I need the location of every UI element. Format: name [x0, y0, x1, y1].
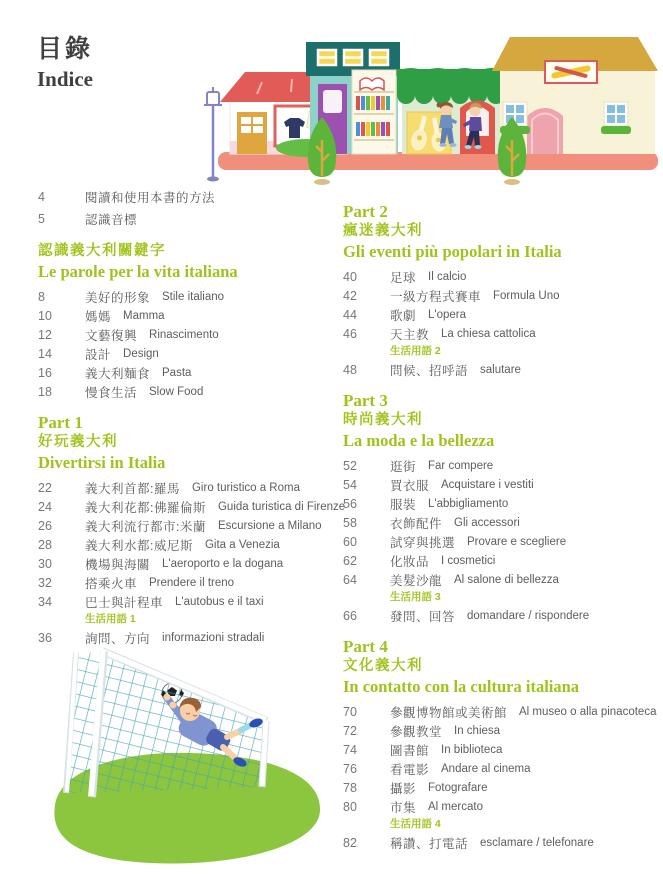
toc-item — [343, 740, 661, 759]
bookshelf — [352, 70, 396, 154]
toc-section — [38, 242, 340, 401]
item-title-zh: 義大利麵食 — [85, 366, 151, 381]
section-title-zh: 好玩義大利 — [38, 434, 118, 450]
page-number: 72 — [343, 723, 357, 738]
item-subtitle-it: I cosmetici — [441, 554, 496, 567]
item-title-zh: 巴士與計程車 — [85, 595, 164, 610]
page-number: 74 — [343, 742, 357, 757]
toc-item — [343, 833, 661, 852]
toc-item — [38, 363, 340, 382]
phrase-tag: 生活用語 3 — [390, 591, 441, 603]
page-number: 78 — [343, 780, 357, 795]
page-title — [37, 34, 93, 92]
page-number: 22 — [38, 480, 52, 495]
item-subtitle-it: esclamare / telefonare — [480, 836, 594, 849]
item-subtitle-it: Fotografare — [428, 781, 488, 794]
item-subtitle-it: Far compere — [428, 459, 494, 472]
item-title-zh: 義大利水都:威尼斯 — [85, 538, 193, 553]
toc-item — [38, 573, 340, 592]
item-title-zh: 義大利流行都市:米蘭 — [85, 519, 206, 534]
item-subtitle-it: Gli accessori — [454, 516, 520, 529]
page-number: 56 — [343, 496, 357, 511]
toc-item — [38, 325, 340, 344]
goalkeeper-illustration — [30, 645, 335, 873]
item-title-zh: 攝影 — [390, 781, 417, 796]
toc-item — [38, 186, 340, 208]
part-label: Part 3 — [343, 391, 388, 410]
item-subtitle-it: Escursione a Milano — [217, 519, 322, 532]
toc-section — [343, 391, 661, 625]
page-number: 62 — [343, 553, 357, 568]
section-items — [343, 267, 661, 379]
item-title-zh: 文藝復興 — [85, 328, 138, 343]
item-title-zh: 設計 — [85, 347, 112, 362]
section-title-zh: 時尚義大利 — [343, 412, 423, 428]
part-label: Part 4 — [343, 637, 388, 656]
item-title-zh: 天主教 — [390, 327, 430, 342]
item-title-zh: 服裝 — [390, 497, 417, 512]
page-number: 64 — [343, 572, 357, 587]
book-spines-row-2 — [356, 122, 390, 136]
toc-item — [38, 382, 340, 401]
item-subtitle-it: In biblioteca — [441, 743, 503, 756]
toc-section — [38, 413, 346, 647]
item-subtitle-it: Il calcio — [428, 270, 467, 283]
item-subtitle-it: Acquistare i vestiti — [441, 478, 534, 491]
toc-item — [343, 778, 661, 797]
section-title-it: Gli eventi più popolari in Italia — [343, 242, 562, 261]
street-scene-illustration — [180, 24, 658, 189]
section-title-zh: 認識義大利關鍵字 — [38, 243, 166, 259]
toc-item — [343, 267, 661, 286]
item-title-zh: 歌劇 — [390, 308, 417, 323]
phrase-tag: 生活用語 2 — [390, 345, 441, 357]
item-title-zh: 閱讀和使用本書的方法 — [85, 191, 216, 205]
toc-item — [38, 208, 340, 230]
item-title-zh: 問候、招呼語 — [390, 363, 469, 378]
item-subtitle-it: In chiesa — [454, 724, 501, 737]
item-subtitle-it: Stile italiano — [162, 290, 225, 303]
item-title-zh: 衣飾配件 — [390, 516, 443, 531]
page-number: 44 — [343, 307, 357, 322]
page-number: 70 — [343, 704, 357, 719]
page-number: 60 — [343, 534, 357, 549]
toc-column-right — [343, 190, 661, 852]
toc-item — [38, 344, 340, 363]
item-title-zh: 稱讚、打電話 — [390, 836, 469, 851]
page-number: 36 — [38, 630, 52, 645]
item-title-zh: 市集 — [390, 800, 417, 815]
toc-item — [343, 360, 661, 379]
sidewalk — [218, 152, 658, 170]
item-title-zh: 發問、回答 — [390, 609, 456, 624]
item-title-zh: 義大利花都:佛羅倫斯 — [85, 500, 206, 515]
page-number: 32 — [38, 575, 52, 590]
section-title-it: Divertirsi in Italia — [38, 453, 166, 472]
item-subtitle-it: Mamma — [123, 309, 165, 322]
item-subtitle-it: L'aeroporto e la dogana — [162, 557, 284, 570]
toc-item — [343, 513, 661, 532]
item-subtitle-it: salutare — [480, 363, 521, 376]
item-title-zh: 詢問、方向 — [85, 631, 151, 646]
section-items — [343, 702, 661, 852]
section-title-it: Le parole per la vita italiana — [38, 262, 238, 281]
toc-item — [343, 606, 661, 625]
toc-item — [343, 721, 661, 740]
item-title-zh: 圖書館 — [390, 743, 430, 758]
toc-item — [38, 478, 340, 497]
item-title-zh: 買衣服 — [390, 478, 430, 493]
item-subtitle-it: Slow Food — [149, 385, 204, 398]
page-number: 42 — [343, 288, 357, 303]
toc-item — [343, 494, 661, 513]
item-subtitle-it: L'autobus e il taxi — [175, 595, 264, 608]
item-subtitle-it: domandare / rispondere — [467, 609, 590, 622]
page-number: 12 — [38, 327, 52, 342]
toc-item — [343, 702, 661, 721]
phrase-tag: 生活用語 4 — [390, 818, 441, 830]
toc-item — [343, 532, 661, 551]
page-number: 52 — [343, 458, 357, 473]
item-title-zh: 義大利首都:羅馬 — [85, 481, 180, 496]
item-subtitle-it: L'abbigliamento — [428, 497, 509, 510]
item-subtitle-it: Pasta — [162, 366, 192, 379]
toc-item — [343, 570, 661, 589]
page-number: 66 — [343, 608, 357, 623]
page-number: 58 — [343, 515, 357, 530]
toc-section — [343, 637, 661, 852]
toc-item — [343, 324, 661, 343]
page-number: 54 — [343, 477, 357, 492]
toc-item — [38, 554, 340, 573]
page-number: 82 — [343, 835, 357, 850]
item-title-zh: 化妝品 — [390, 554, 430, 569]
item-subtitle-it: informazioni stradali — [162, 631, 265, 644]
item-title-zh: 足球 — [390, 270, 417, 285]
item-subtitle-it: Prendere il treno — [149, 576, 235, 589]
section-title-it: La moda e la bellezza — [343, 431, 495, 450]
item-subtitle-it: Rinascimento — [149, 328, 219, 341]
page-number: 48 — [343, 362, 357, 377]
item-subtitle-it: Formula Uno — [493, 289, 560, 302]
section-items — [38, 287, 340, 401]
toc-item — [343, 551, 661, 570]
item-title-zh: 美髮沙龍 — [390, 573, 443, 588]
crossed-baguettes-sign — [545, 61, 597, 83]
page-number: 26 — [38, 518, 52, 533]
toc-item — [343, 797, 661, 816]
item-subtitle-it: Al museo o alla pinacoteca — [519, 705, 657, 718]
item-subtitle-it: Al salone di bellezza — [454, 573, 559, 586]
toc-column-left — [38, 186, 346, 647]
section-title-zh: 瘋迷義大利 — [343, 223, 423, 239]
page-title-zh: 目錄 — [37, 35, 94, 63]
item-title-zh: 一級方程式賽車 — [390, 289, 482, 304]
page-number: 34 — [38, 594, 52, 609]
section-items — [343, 456, 661, 625]
item-title-zh: 看電影 — [390, 762, 430, 777]
item-subtitle-it: Andare al cinema — [441, 762, 531, 775]
toc-item — [38, 516, 340, 535]
toc-section — [343, 202, 661, 379]
section-title-it: In contatto con la cultura italiana — [343, 677, 580, 696]
item-subtitle-it: L'opera — [428, 308, 467, 321]
item-title-zh: 參觀博物館或美術館 — [390, 705, 508, 720]
toc-item — [343, 759, 661, 778]
book-spines-row-1 — [356, 96, 390, 110]
part-label: Part 1 — [38, 413, 83, 432]
item-title-zh: 認識音標 — [85, 213, 138, 227]
item-title-zh: 逛街 — [390, 459, 417, 474]
page-number: 16 — [38, 365, 52, 380]
item-subtitle-it: La chiesa cattolica — [441, 327, 536, 340]
toc-item — [343, 456, 661, 475]
item-title-zh: 參觀教堂 — [390, 724, 443, 739]
page-number: 28 — [38, 537, 52, 552]
page-number: 30 — [38, 556, 52, 571]
item-title-zh: 美好的形象 — [85, 290, 151, 305]
toc-item — [343, 286, 661, 305]
item-title-zh: 試穿與挑選 — [390, 535, 456, 550]
item-subtitle-it: Guida turistica di Firenze — [217, 500, 346, 513]
item-title-zh: 媽媽 — [85, 309, 112, 324]
toc-item — [38, 497, 346, 516]
item-subtitle-it: Gita a Venezia — [204, 538, 280, 551]
section-items — [38, 478, 346, 647]
toc-item — [343, 305, 661, 324]
item-subtitle-it: Al mercato — [428, 800, 483, 813]
toc-item — [343, 475, 661, 494]
item-title-zh: 慢食生活 — [85, 385, 138, 400]
street-lamp-icon — [204, 87, 222, 182]
toc-item — [38, 306, 340, 325]
toc-item — [38, 287, 340, 306]
section-title-zh: 文化義大利 — [343, 658, 423, 674]
item-subtitle-it: Giro turistico a Roma — [191, 481, 300, 494]
page-number: 40 — [343, 269, 357, 284]
page-number: 18 — [38, 384, 52, 399]
page-number: 10 — [38, 308, 52, 323]
right-window — [601, 102, 631, 134]
item-title-zh: 搭乘火車 — [85, 576, 138, 591]
page-number: 76 — [343, 761, 357, 776]
page-number: 4 — [38, 190, 45, 204]
attic-windows — [318, 50, 388, 65]
page-number: 80 — [343, 799, 357, 814]
page-number: 8 — [38, 289, 45, 304]
item-title-zh: 機場與海關 — [85, 557, 151, 572]
page-title-it: Indice — [37, 67, 94, 91]
phrase-tag: 生活用語 1 — [85, 613, 136, 625]
page-number: 24 — [38, 499, 52, 514]
item-subtitle-it: Provare e scegliere — [467, 535, 567, 548]
toc-item — [38, 535, 340, 554]
toc-item — [38, 592, 340, 611]
item-subtitle-it: Design — [123, 347, 159, 360]
page-number: 14 — [38, 346, 52, 361]
part-label: Part 2 — [343, 202, 388, 221]
page-number: 46 — [343, 326, 357, 341]
page-number: 5 — [38, 212, 45, 226]
